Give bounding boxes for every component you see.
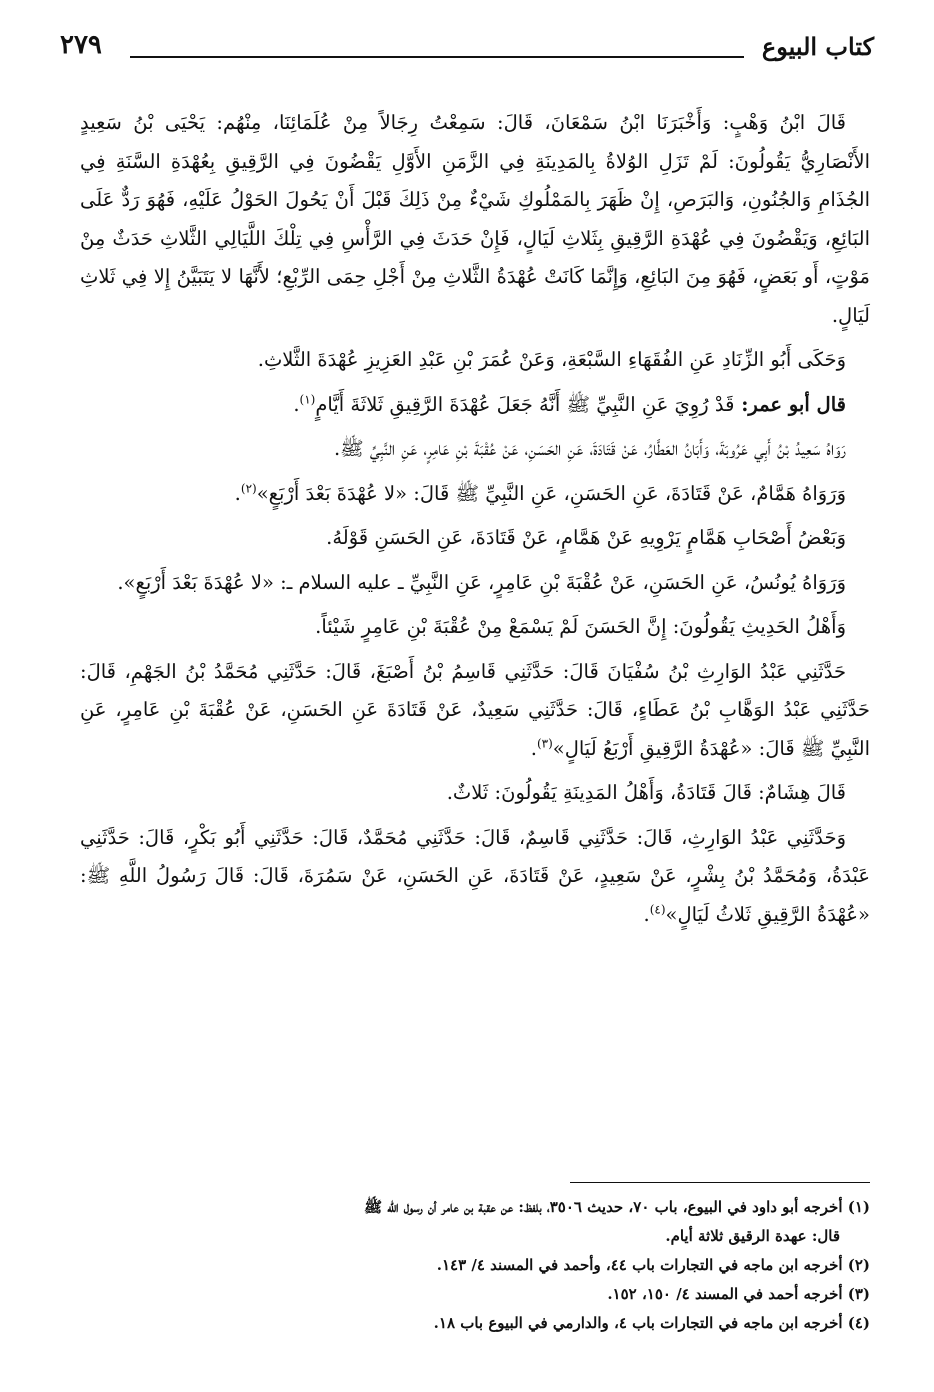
page-number: ٢٧٩ [60,30,102,60]
footnote-ref: (١) [299,392,316,406]
paragraph-text: . [234,481,241,505]
footnote: قال: عهدة الرقيق ثلاثة أيام. [665,1227,840,1245]
paragraph-text: . [530,736,537,760]
paragraph [80,430,870,469]
footnote-ref: (٢) [240,481,257,495]
footnote-rule [570,1182,870,1183]
paragraph [80,819,870,935]
paragraph-text: قَالَ ابْنُ وَهْبٍ: وَأَخْبَرَنَا ابْنُ سَمْعَانَ، قَالَ: سَمِعْتُ رِجَالاً مِنْ عُلَمَائِنَا، مِنْهُم: يَحْيَى بْنُ سَعِيدٍ الأَنْصَارِيُّ يَقُولُونَ: لَمْ تَزَلِ الوُلاةُ بِالمَدِينَةِ فِي الزَّمَنِ الأَوَّلِ يَقْضُونَ فِي الرَّقِيقِ بِعُهْدَةِ السَّنَةِ فِي الجُذَامِ وَالجُنُونِ، وَالبَرَصِ، إِنْ ظَهَرَ بِالمَمْلُوكِ شَيْءٌ مِنْ ذَلِكَ قَبْلَ أَنْ يَحُولَ الحَوْلُ عَلَيْهِ، فَهُوَ رَدٌّ عَلَى البَائِعِ، وَيَقْضُونَ فِي عُهْدَةِ الرَّقِيقِ بِثَلاثِ لَيَالٍ، فَإِنْ حَدَثَ فِي الرَّأْسِ فِي تِلْكَ اللَّيَالِي الثَّلاثِ حَدَثٌ مِنْ مَوْتٍ، أَو بَعَضٍ، فَهُوَ مِنَ البَائِعِ، وَإِنَّمَا كَانَتْ عُهْدَةُ الثَّلاثِ مِنْ أَجْلِ حِمَى الرِّبْعِ؛ لأَنَّهَا لا يَتَبَيَّنُ إِلا فِي ثَلاثِ لَيَالٍ. [80,111,870,327]
page-header [60,30,874,70]
paragraph-text: وَرَوَاهُ يُونُسُ، عَنِ الحَسَنِ، عَنْ عُقْبَةَ بْنِ عَامِرٍ، عَنِ النَّبِيِّ ـ عليه السلام ـ: «لا عُهْدَةَ بَعْدَ أَرْبَعٍ». [117,570,846,594]
paragraph-text: رَوَاهُ سَعِيدُ بْنُ أَبِي عَرُوبَةَ، وَأَبَانُ العَطَّارُ، عَنْ قَتَادَةَ، عَنِ الحَسَنِ، عَنْ عُقْبَةَ بْنِ عَامِرٍ، عَنِ النَّبِيِّ ﷺ. [333,437,846,460]
book-title: كتاب البيوع [761,32,874,61]
paragraph [80,386,870,425]
paragraph-text: حَدَّثَنِي عَبْدُ الوَارِثِ بْنُ سُفْيَانَ قَالَ: حَدَّثَنِي قَاسِمُ بْنُ أَصْبَغَ، قَالَ: حَدَّثَنِي مُحَمَّدُ بْنُ الجَهْمِ، قَالَ: حَدَّثَنِي عَبْدُ الوَهَّابِ بْنُ عَطَاءٍ، قَالَ: حَدَّثَنِي سَعِيدٌ، عَنْ قَتَادَةَ عَنِ الحَسَنِ، عَنْ عُقْبَةَ بْنِ عَامِرٍ، عَنِ النَّبِيِّ ﷺ قَالَ: «عُهْدَةُ الرَّقِيقِ أَرْبَعُ لَيَالٍ» [80,659,870,760]
paragraph [80,341,870,380]
paragraph [80,608,870,647]
header-rule [130,56,744,58]
footnote-ref: (٤) [649,902,666,916]
paragraph-text: وَحَدَّثَنِي عَبْدُ الوَارِثِ، قَالَ: حَدَّثَنِي قَاسِمٌ، قَالَ: حَدَّثَنِي مُحَمَّدٌ، قَالَ: حَدَّثَنِي أَبُو بَكْرٍ، قَالَ: حَدَّثَنِي عَبْدَةُ، وَمُحَمَّدُ بْنُ بِشْرٍ، عَنْ سَعِيدٍ، عَنْ قَتَادَةَ، عَنِ الحَسَنِ، عَنْ سَمُرَةَ، قَالَ: قَالَ رَسُولُ اللَّهِ ﷺ: «عُهْدَةُ الرَّقِيقِ ثَلاثُ لَيَالٍ» [80,825,870,926]
paragraph-text: وَبَعْضُ أَصْحَابِ هَمَّامٍ يَرْوِيهِ عَنْ هَمَّامٍ، عَنْ قَتَادَةَ، عَنِ الحَسَنِ قَوْلَهُ. [326,526,846,549]
paragraph [80,774,870,813]
footnotes [80,1193,870,1338]
paragraph-text: وَحَكَى أَبُو الزِّنَادِ عَنِ الفُقَهَاءِ السَّبْعَةِ، وَعَنْ عُمَرَ بْنِ عَبْدِ العَزِيزِ عُهْدَةَ الثَّلاثِ. [257,348,846,371]
paragraph-text: وَرَوَاهُ هَمَّامٌ، عَنْ قَتَادَةَ، عَنِ الحَسَنِ، عَنِ النَّبِيِّ ﷺ قَالَ: «لا عُهْدَةَ بَعْدَ أَرْبَعٍ» [256,481,846,505]
footnote: (٣) أخرجه أحمد في المسند ٤/ ١٥٠، ١٥٢. [607,1285,870,1303]
paragraph-text: . [293,392,300,416]
footnote: (١) أخرجه أبو داود في البيوع، باب ٧٠، حديث ٣٥٠٦، بلفظ: عن عقبة بن عامر أن رسول الله ﷺ [363,1198,870,1216]
main-text [80,104,870,934]
paragraph [80,564,870,603]
paragraph-text: قَدْ رُوِيَ عَنِ النَّبِيِّ ﷺ أَنَّهُ جَعَلَ عُهْدَةَ الرَّقِيقِ ثَلاثَةَ أَيَّامٍ [315,392,735,416]
paragraph-text: . [643,902,650,926]
paragraph [80,104,870,335]
paragraph-text: قَالَ هِشَامٌ: قَالَ قَتَادَةُ، وَأَهْلُ المَدِينَةِ يَقُولُونَ: ثَلاثٌ. [446,781,846,804]
footnote: (٤) أخرجه ابن ماجه في التجارات باب ٤، والدارمي في البيوع باب ١٨. [433,1314,870,1332]
paragraph [80,519,870,558]
speaker-label: قال أبو عمر: [734,392,846,416]
paragraph [80,653,870,769]
footnote: (٢) أخرجه ابن ماجه في التجارات باب ٤٤، وأحمد في المسند ٤/ ١٤٣. [436,1256,870,1274]
footnote-ref: (٣) [536,736,553,750]
paragraph-text: وَأَهْلُ الحَدِيثِ يَقُولُونَ: إِنَّ الحَسَنَ لَمْ يَسْمَعْ مِنْ عُقْبَةَ بْنِ عَامِرٍ شَيْئاً. [315,615,846,638]
paragraph [80,475,870,514]
